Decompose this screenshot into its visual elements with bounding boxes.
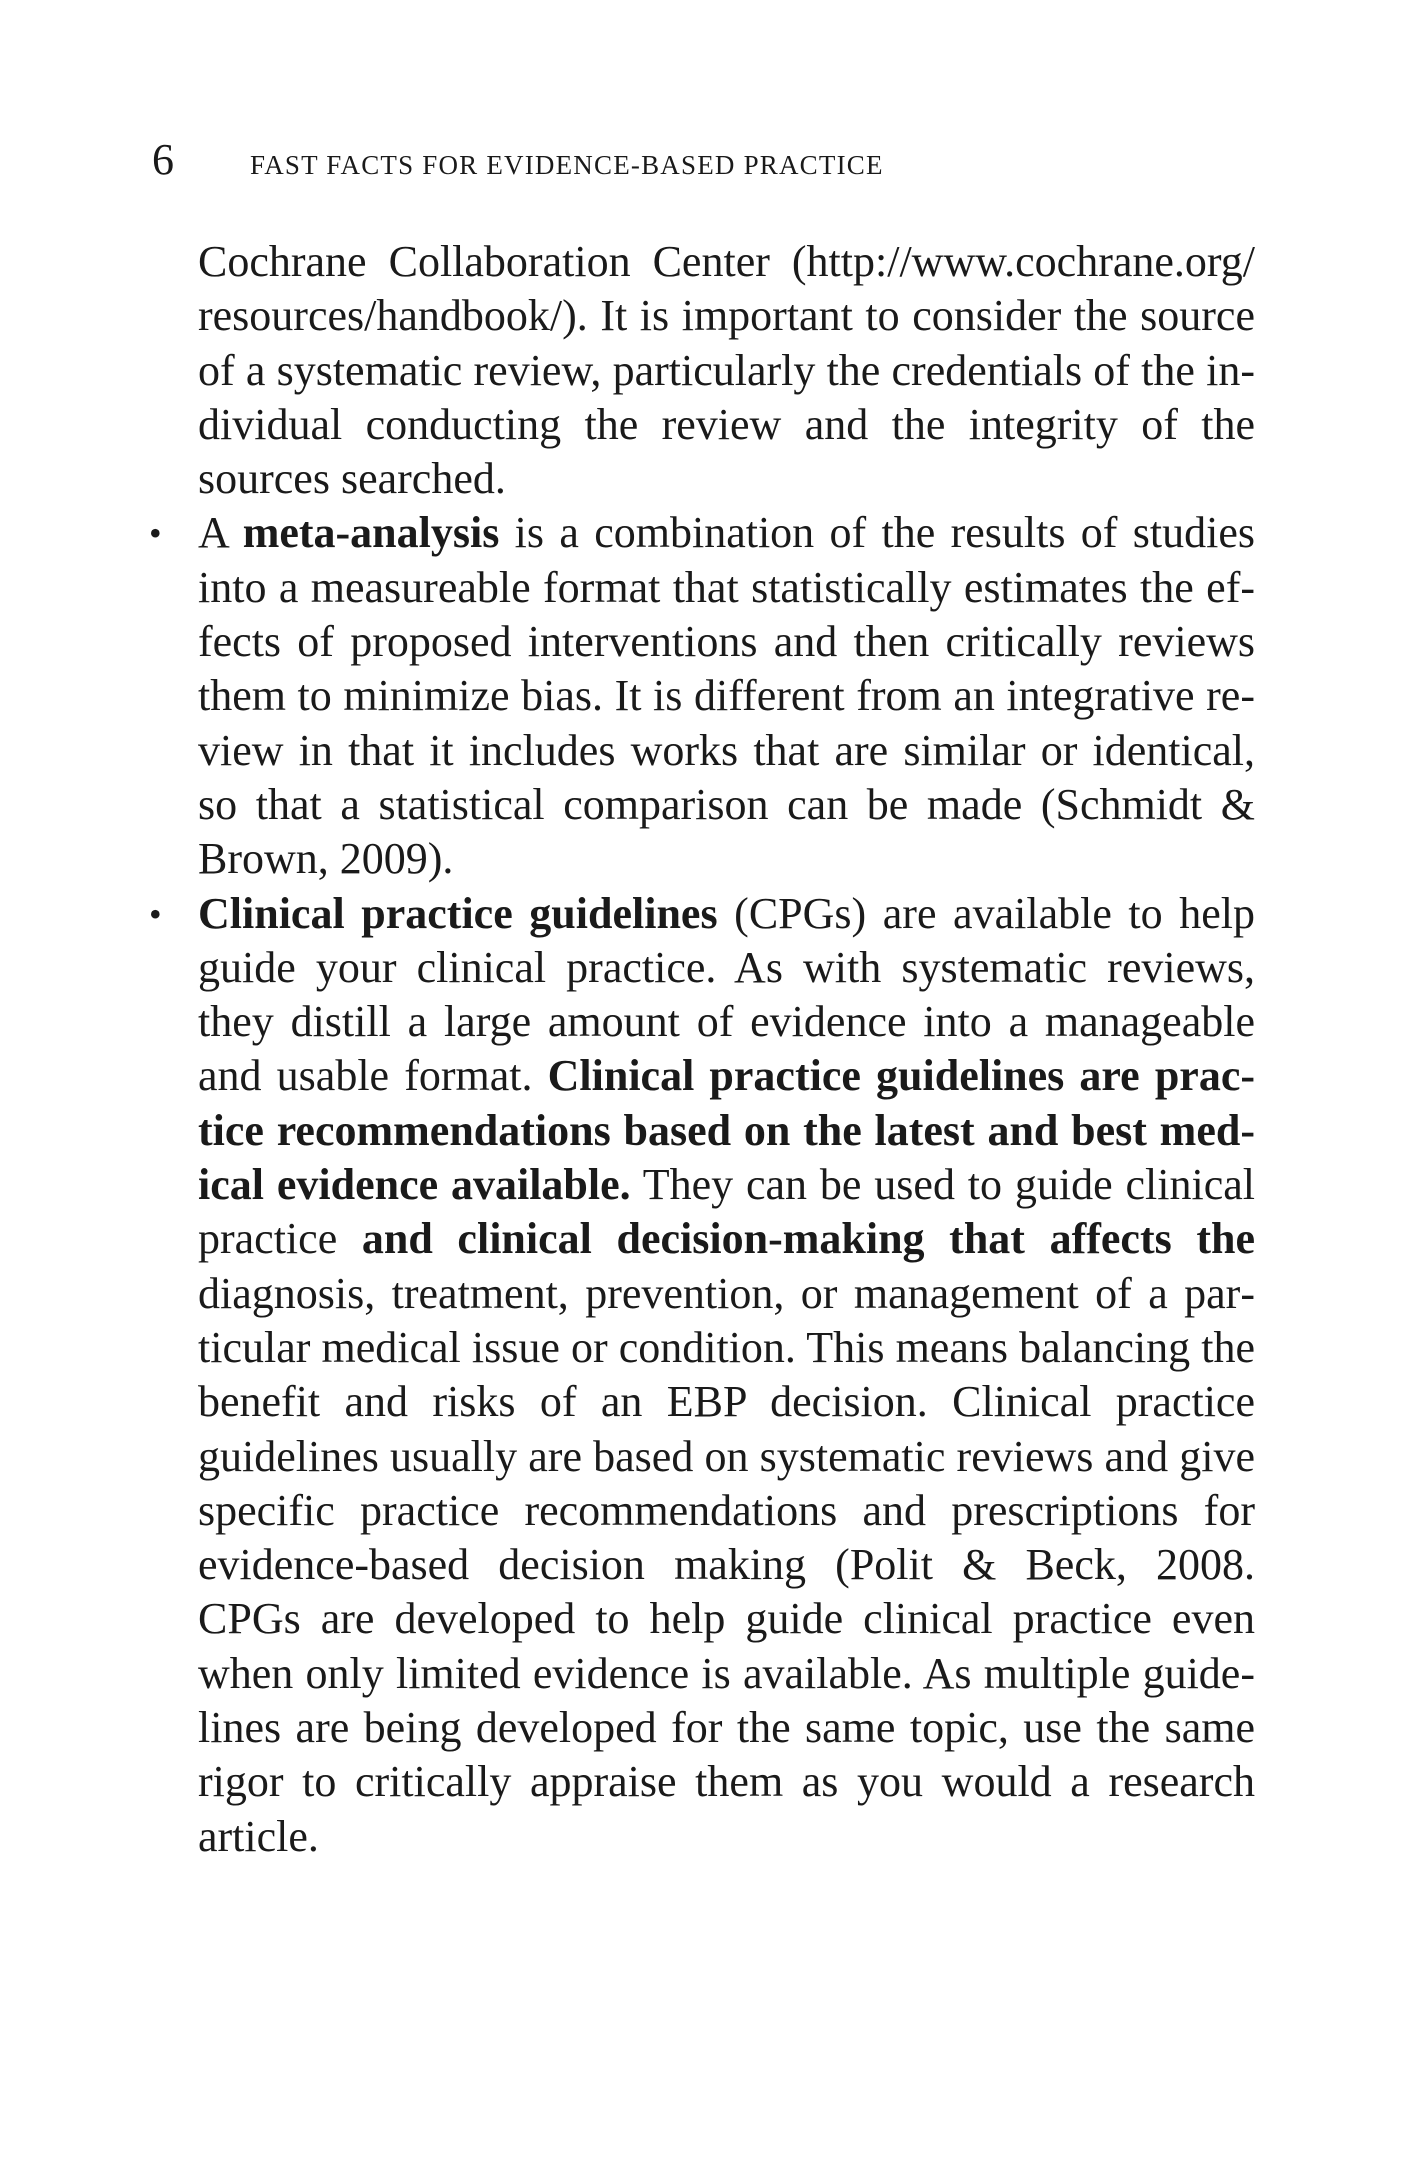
cpg-term: Clinical practice guidelines <box>198 888 718 938</box>
running-header <box>152 135 1308 184</box>
meta-analysis-term: meta-analysis <box>242 508 500 558</box>
bullet-list <box>149 506 1256 1863</box>
meta-analysis-definition: is a combination of the results of studies into a measureable format that statistically estimates the effects of proposed interventions and then critically reviews them to minimize bias. It is different from an integrative review in that it includes works that are similar or identical, so that a statistical comparison can be made (Schmidt & Brown, 2009). <box>198 508 1255 884</box>
bullet-dot-icon: • <box>149 513 162 554</box>
bullet-dot-icon: • <box>149 893 162 934</box>
continuation-paragraph: Cochrane Collaboration Center (http://www.cochrane.org/​resources/​handbook/). It is important to consider the source of a systematic review, particularly the credentials of the individual conducting the review and the integrity of the sources searched. <box>198 237 1255 504</box>
meta-analysis-intro: A <box>198 508 243 558</box>
running-title: FAST FACTS FOR EVIDENCE-BASED PRACTICE <box>250 150 884 180</box>
page-number: 6 <box>152 135 174 184</box>
cpg-rest-text: diagnosis, treatment, prevention, or management of a particular medical issue or condition. This means balancing the benefit and risks of an EBP decision. Clinical practice guidelines usually are based on systematic reviews and give specific practice recommendations and prescriptions for evidence-based decision making (Polit & Beck, 2008. CPGs are developed to help guide clinical practice even when only limited evidence is available. As multiple guidelines are being developed for the same topic, use the same rigor to critically appraise them as you would a research article. <box>198 1268 1255 1861</box>
cpg-bold-definition: Clinical practice guidelines are practice recommendations based on the latest and best medical evidence available. <box>198 1051 1256 1210</box>
body-text <box>149 235 1256 1864</box>
cpg-middle-text: They can be used to guide clinical practice <box>198 1160 1255 1264</box>
cpg-intro-text: (CPGs) are available to help guide your clinical practice. As with systematic reviews, they distill a large amount of evidence into a manageable and usable format. <box>198 888 1255 1101</box>
bullet-item-clinical-practice-guidelines <box>149 887 1256 1864</box>
bullet-item-meta-analysis <box>149 506 1255 886</box>
cpg-bold-phrase: and clinical decision-making that affects the <box>361 1214 1256 1264</box>
